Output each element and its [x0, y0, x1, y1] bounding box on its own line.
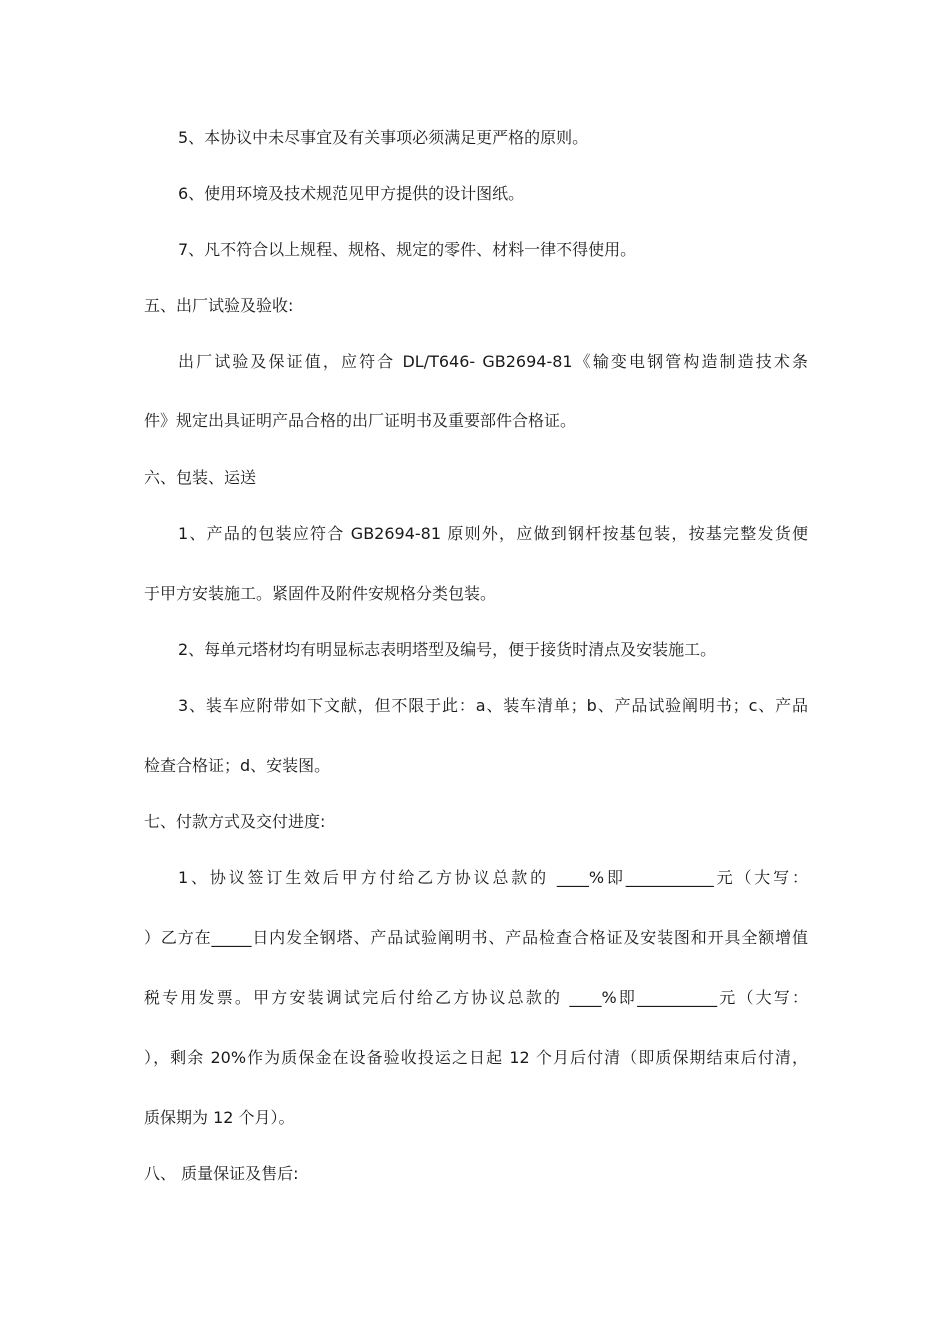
section-heading-5: 五、出厂试验及验收: [144, 296, 294, 315]
section-heading-8: 八、 质量保证及售后: [144, 1164, 299, 1183]
paragraph-line: 1、产品的包装应符合 GB2694-81 原则外，应做到钢杆按基包装，按基完整发货便 [178, 524, 808, 543]
paragraph-line: 3、装车应附带如下文献，但不限于此：a、装车清单；b、产品试验阐明书；c、产品 [178, 696, 808, 715]
section-heading-6: 六、包装、运送 [144, 468, 257, 487]
paragraph-line: 件》规定出具证明产品合格的出厂证明书及重要部件合格证。 [144, 411, 577, 430]
paragraph-line: 2、每单元塔材均有明显标志表明塔型及编号，便于接货时清点及安装施工。 [178, 640, 717, 659]
paragraph-line: ），剩余 20%作为质保金在设备验收投运之日起 12 个月后付清（即质保期结束后付清， [144, 1048, 808, 1067]
paragraph-line: 1、协议签订生效后甲方付给乙方协议总款的 ____%即___________元（大写： [178, 868, 808, 887]
paragraph-line: 检查合格证；d、安装图。 [144, 756, 331, 775]
clause-6: 6、使用环境及技术规范见甲方提供的设计图纸。 [178, 184, 525, 203]
paragraph-line: 于甲方安装施工。紧固件及附件安规格分类包装。 [144, 584, 497, 603]
paragraph-line: 质保期为 12 个月）。 [144, 1108, 295, 1127]
paragraph-line: ）乙方在_____日内发全钢塔、产品试验阐明书、产品检查合格证及安装图和开具全额增值 [144, 928, 808, 947]
clause-7: 7、凡不符合以上规程、规格、规定的零件、材料一律不得使用。 [178, 240, 637, 259]
paragraph-line: 税专用发票。甲方安装调试完后付给乙方协议总款的 ____%即__________元（大写： [144, 988, 808, 1007]
paragraph-line: 出厂试验及保证值，应符合 DL/T646- GB2694-81《输变电钢管构造制造技术条 [178, 352, 808, 371]
section-heading-7: 七、付款方式及交付进度: [144, 812, 326, 831]
clause-5: 5、本协议中未尽事宜及有关事项必须满足更严格的原则。 [178, 128, 589, 147]
